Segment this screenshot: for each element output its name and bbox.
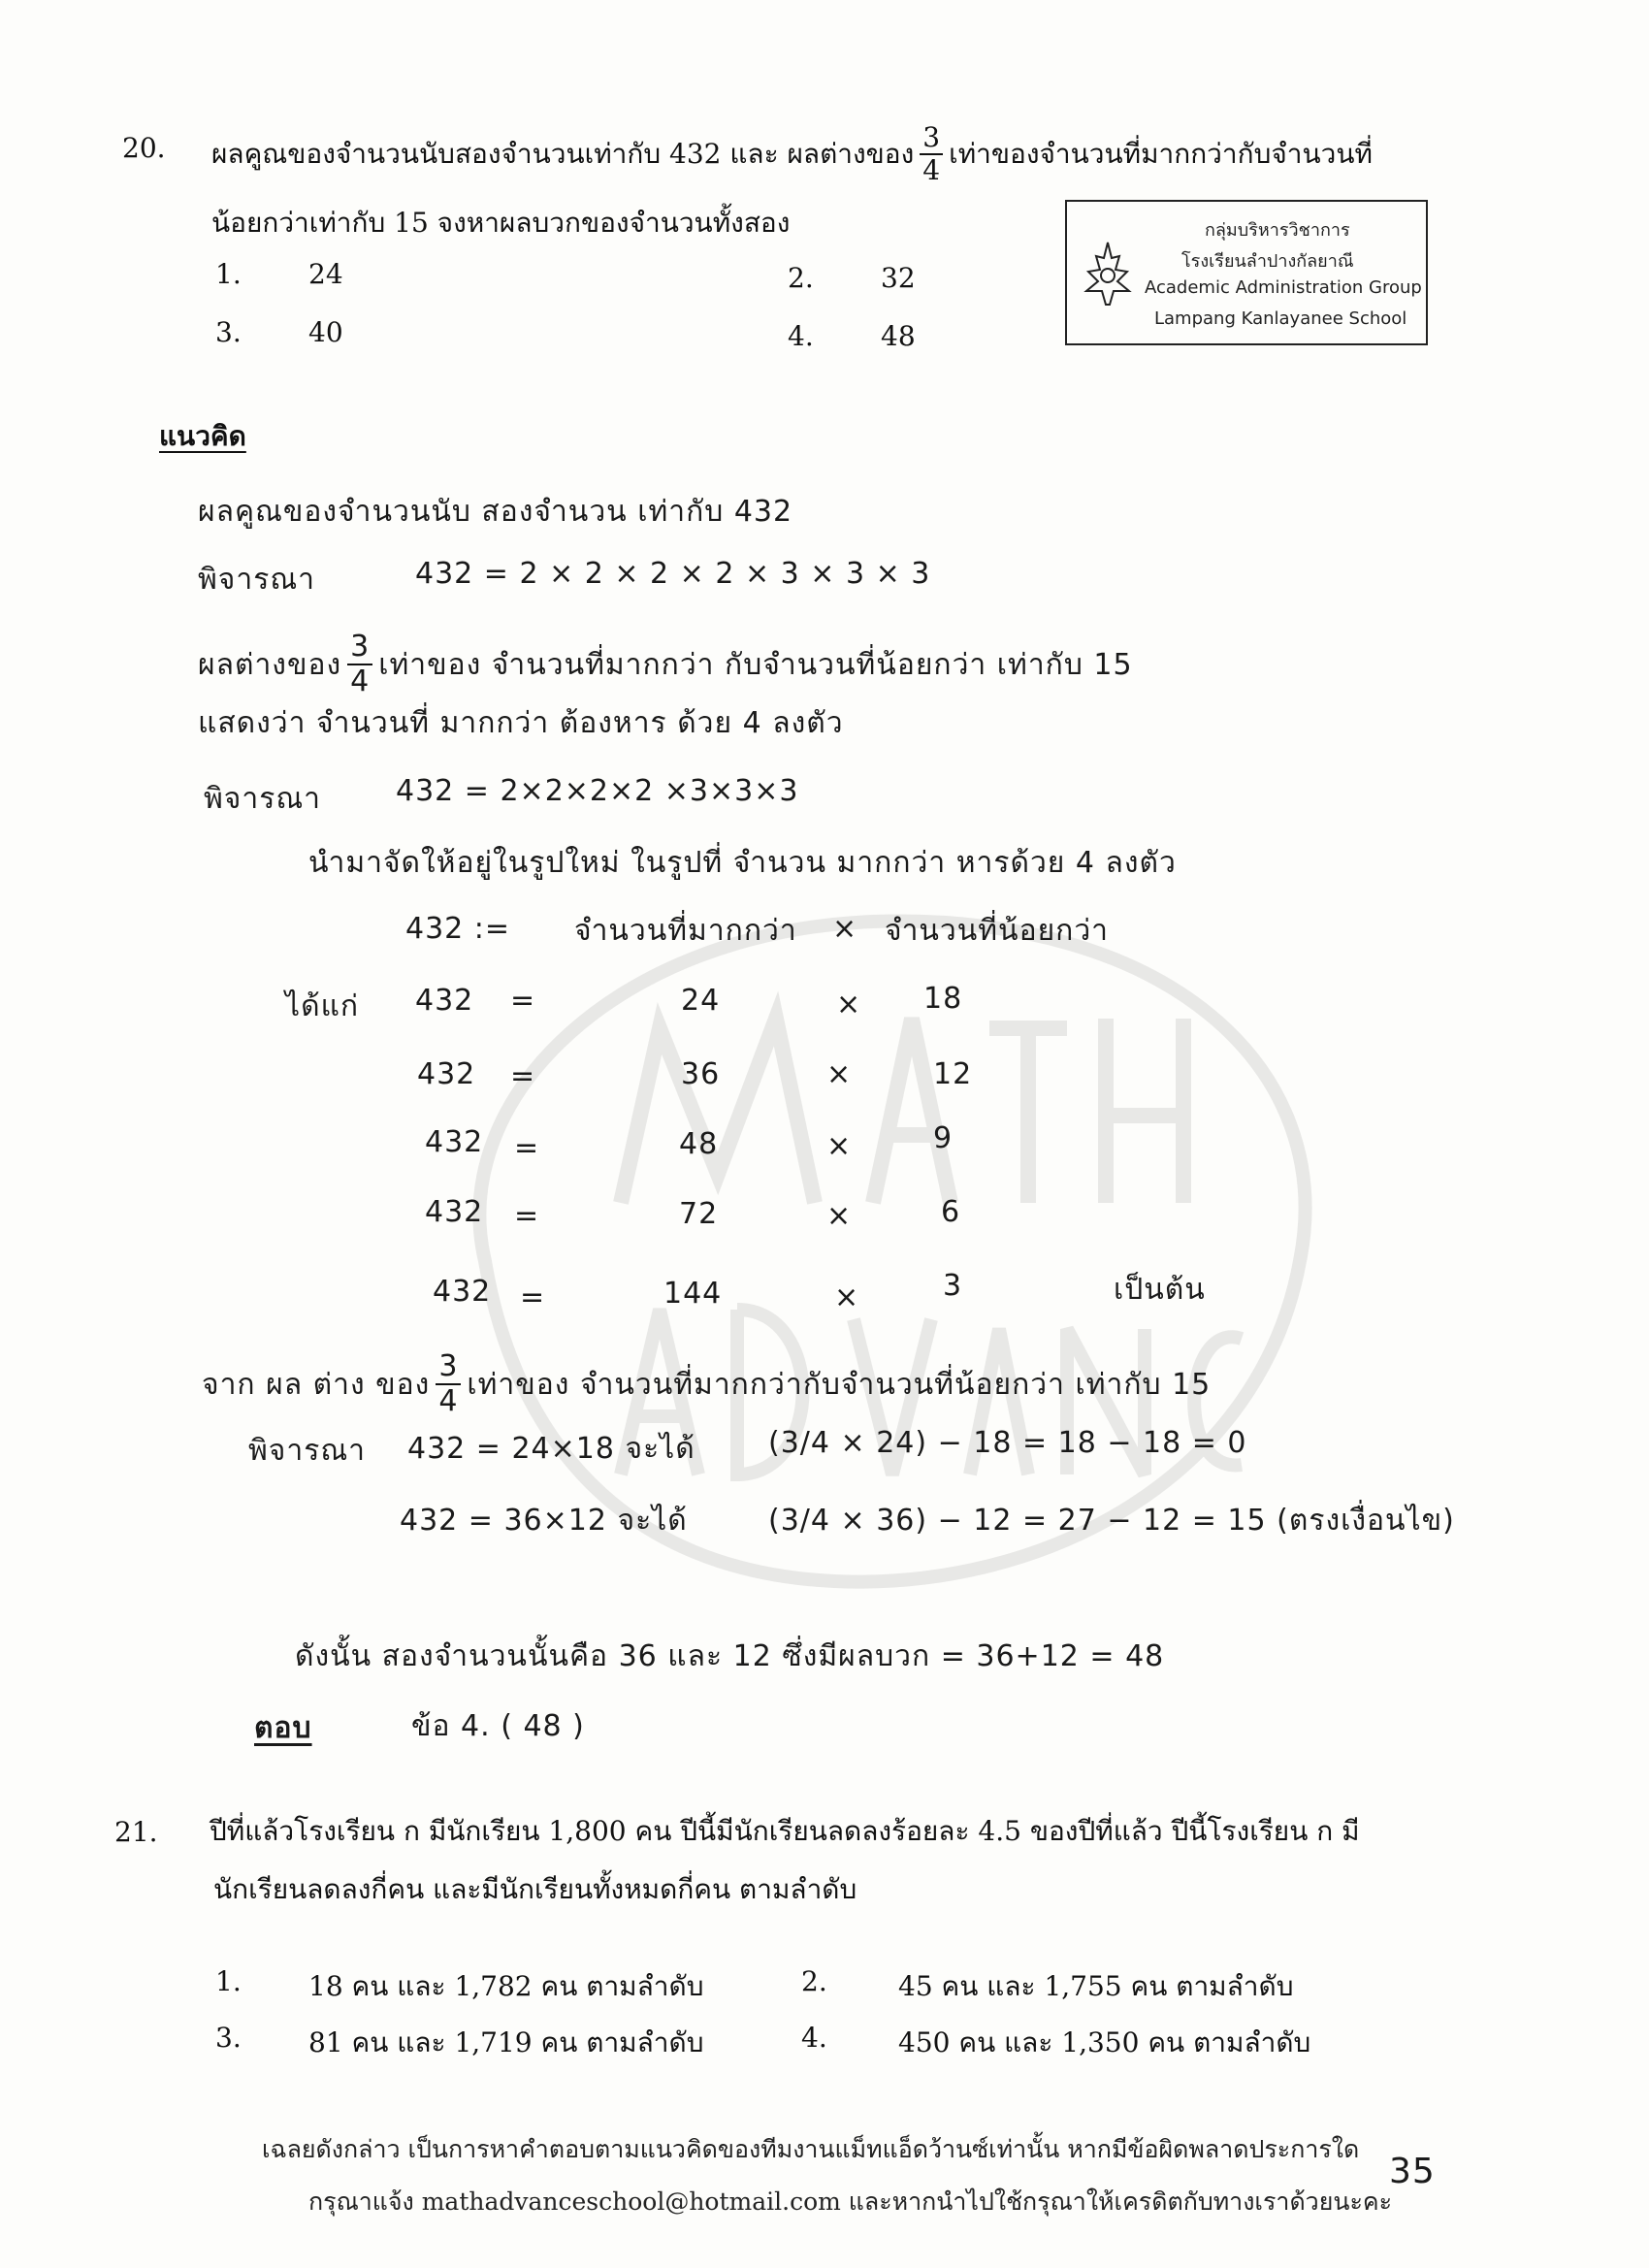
factor-etc: เป็นต้น: [1114, 1273, 1206, 1307]
question-20-text-a: ผลคูณของจำนวนนับสองจำนวนเท่ากับ 432 และ ผลต่างของ: [211, 138, 915, 170]
school-stamp: [1065, 200, 1428, 345]
q20-option-2-value: 32: [881, 262, 916, 294]
solution-step-7-lhs: 432 :=: [405, 912, 511, 946]
factor-times: ×: [826, 1199, 853, 1233]
fraction-denominator: 4: [350, 664, 371, 698]
factor-lhs: 432: [425, 1125, 484, 1159]
stamp-line-2: โรงเรียนลำปางกัลยาณี: [1181, 251, 1354, 272]
answer-label: ตอบ: [254, 1711, 312, 1745]
solution-step-4: แสดงว่า จำนวนที่ มากกว่า ต้องหาร ด้วย 4 ลงตัว: [198, 706, 844, 740]
question-21-line2: นักเรียนลดลงกี่คน และมีนักเรียนทั้งหมดกี่คน ตามลำดับ: [213, 1873, 857, 1905]
q20-option-1-value: 24: [308, 258, 343, 290]
factor-lhs: 432: [433, 1275, 492, 1309]
factor-eq: =: [510, 1059, 536, 1093]
factor-greater: 36: [681, 1057, 721, 1091]
fraction-denominator: 4: [922, 154, 941, 186]
fraction-numerator: 3: [920, 124, 943, 155]
q21-option-3-number: 3.: [215, 2022, 242, 2054]
factor-lesser: 12: [933, 1057, 973, 1091]
q21-option-1-number: 1.: [215, 1965, 242, 1997]
solution-step-3-b: เท่าของ จำนวนที่มากกว่า กับจำนวนที่น้อยกว่า เท่ากับ 15: [378, 647, 1133, 682]
solution-step-10-eq: 432 = 24×18 จะได้: [407, 1432, 695, 1466]
solution-step-7-greater: จำนวนที่มากกว่า: [574, 914, 797, 948]
school-emblem-icon: [1077, 239, 1139, 308]
factor-lhs: 432: [425, 1195, 484, 1229]
question-20-number: 20.: [122, 132, 166, 164]
factor-lhs: 432: [417, 1057, 476, 1091]
fraction-numerator: 3: [436, 1352, 461, 1385]
answer-value: ข้อ 4. ( 48 ): [411, 1709, 585, 1743]
solution-conclusion: ดังนั้น สองจำนวนนั้นคือ 36 และ 12 ซึ่งมีผลบวก = 36+12 = 48: [295, 1639, 1165, 1673]
question-21-number: 21.: [114, 1816, 158, 1848]
solution-step-9-b: เท่าของ จำนวนที่มากกว่ากับจำนวนที่น้อยกว่า เท่ากับ 15: [467, 1367, 1212, 1402]
q21-option-4-number: 4.: [801, 2022, 827, 2054]
solution-step-11-calc: (3/4 × 36) − 12 = 27 − 12 = 15 (ตรงเงื่อนไข): [768, 1504, 1455, 1538]
q20-option-4-number: 4.: [788, 320, 814, 352]
q20-option-3-value: 40: [308, 316, 343, 348]
factor-lesser: 9: [933, 1121, 954, 1155]
factor-greater: 24: [681, 984, 721, 1018]
solution-step-5-label: พิจารณา: [204, 782, 321, 816]
solution-step-9-a: จาก ผล ต่าง ของ: [202, 1367, 431, 1402]
solution-step-7-lesser: จำนวนที่น้อยกว่า: [885, 914, 1110, 948]
factor-eq: =: [520, 1280, 546, 1314]
question-20-line1: [211, 121, 1373, 186]
question-20-text-b: เท่าของจำนวนที่มากกว่ากับจำนวนที่: [949, 138, 1373, 170]
solution-step-9: [202, 1349, 1212, 1418]
solution-step-11-eq: 432 = 36×12 จะได้: [400, 1504, 688, 1538]
q21-option-4-value: 450 คน และ 1,350 คน ตามลำดับ: [898, 2026, 1311, 2058]
q20-option-4-value: 48: [881, 320, 916, 352]
factor-times: ×: [836, 988, 862, 1021]
solution-step-5-expr: 432 = 2×2×2×2 ×3×3×3: [396, 774, 799, 808]
footer-contact: กรุณาแจ้ง mathadvanceschool@hotmail.com และหากนำไปใช้กรุณาให้เครดิตกับทางเราด้วยนะคะ: [308, 2187, 1393, 2216]
fraction-denominator: 4: [438, 1384, 459, 1418]
fraction-numerator: 3: [347, 632, 372, 665]
q20-option-1-number: 1.: [215, 258, 242, 290]
solution-step-10-label: พิจารณา: [248, 1434, 366, 1468]
q20-option-2-number: 2.: [788, 262, 814, 294]
solution-step-1: ผลคูณของจำนวนนับ สองจำนวน เท่ากับ 432: [198, 495, 793, 529]
question-20-line2: น้อยกว่าเท่ากับ 15 จงหาผลบวกของจำนวนทั้งสอง: [211, 207, 791, 239]
fraction-three-quarters: [920, 121, 943, 186]
stamp-line-3: Academic Administration Group: [1145, 277, 1422, 298]
solution-list-label: ได้แก่: [285, 989, 360, 1023]
q21-option-2-value: 45 คน และ 1,755 คน ตามลำดับ: [898, 1970, 1294, 2002]
solution-step-2-label: พิจารณา: [198, 563, 315, 597]
q21-option-1-value: 18 คน และ 1,782 คน ตามลำดับ: [308, 1970, 704, 2002]
solution-step-2-expr: 432 = 2 × 2 × 2 × 2 × 3 × 3 × 3: [415, 557, 931, 591]
page-mark: 35: [1389, 2152, 1436, 2191]
factor-eq: =: [514, 1199, 540, 1233]
factor-eq: =: [514, 1131, 540, 1165]
footer-disclaimer: เฉลยดังกล่าว เป็นการหาคำตอบตามแนวคิดของทีมงานแม็ทแอ็ดว้านซ์เท่านั้น หากมีข้อผิดพลาดประการใด: [262, 2135, 1360, 2163]
q20-option-3-number: 3.: [215, 316, 242, 348]
question-21-line1: ปีที่แล้วโรงเรียน ก มีนักเรียน 1,800 คน ปีนี้มีนักเรียนลดลงร้อยละ 4.5 ของปีที่แล้ว ปีนี้โรงเรียน ก มี: [210, 1815, 1360, 1847]
factor-greater: 144: [663, 1277, 723, 1311]
solution-heading: แนวคิด: [159, 420, 246, 452]
solution-step-3-a: ผลต่างของ: [198, 647, 342, 682]
factor-times: ×: [834, 1280, 860, 1314]
solution-step-7-times: ×: [832, 912, 858, 946]
factor-lesser: 6: [941, 1195, 961, 1229]
factor-lhs: 432: [415, 984, 474, 1018]
q21-option-2-number: 2.: [801, 1965, 827, 1997]
factor-eq: =: [510, 984, 536, 1018]
solution-fraction-1: [347, 632, 372, 697]
q21-option-3-value: 81 คน และ 1,719 คน ตามลำดับ: [308, 2026, 704, 2058]
factor-times: ×: [826, 1129, 853, 1163]
stamp-line-1: กลุ่มบริหารวิชาการ: [1205, 220, 1350, 241]
factor-greater: 48: [679, 1127, 719, 1161]
factor-lesser: 3: [943, 1269, 963, 1303]
factor-greater: 72: [679, 1197, 719, 1231]
stamp-line-4: Lampang Kanlayanee School: [1154, 308, 1407, 329]
solution-step-3: [198, 632, 1133, 697]
factor-lesser: 18: [923, 982, 963, 1016]
factor-times: ×: [826, 1057, 853, 1091]
solution-step-6: นำมาจัดให้อยู่ในรูปใหม่ ในรูปที่ จำนวน มากกว่า หารด้วย 4 ลงตัว: [308, 846, 1177, 880]
solution-step-10-calc: (3/4 × 24) − 18 = 18 − 18 = 0: [768, 1426, 1247, 1460]
solution-fraction-2: [436, 1349, 461, 1418]
